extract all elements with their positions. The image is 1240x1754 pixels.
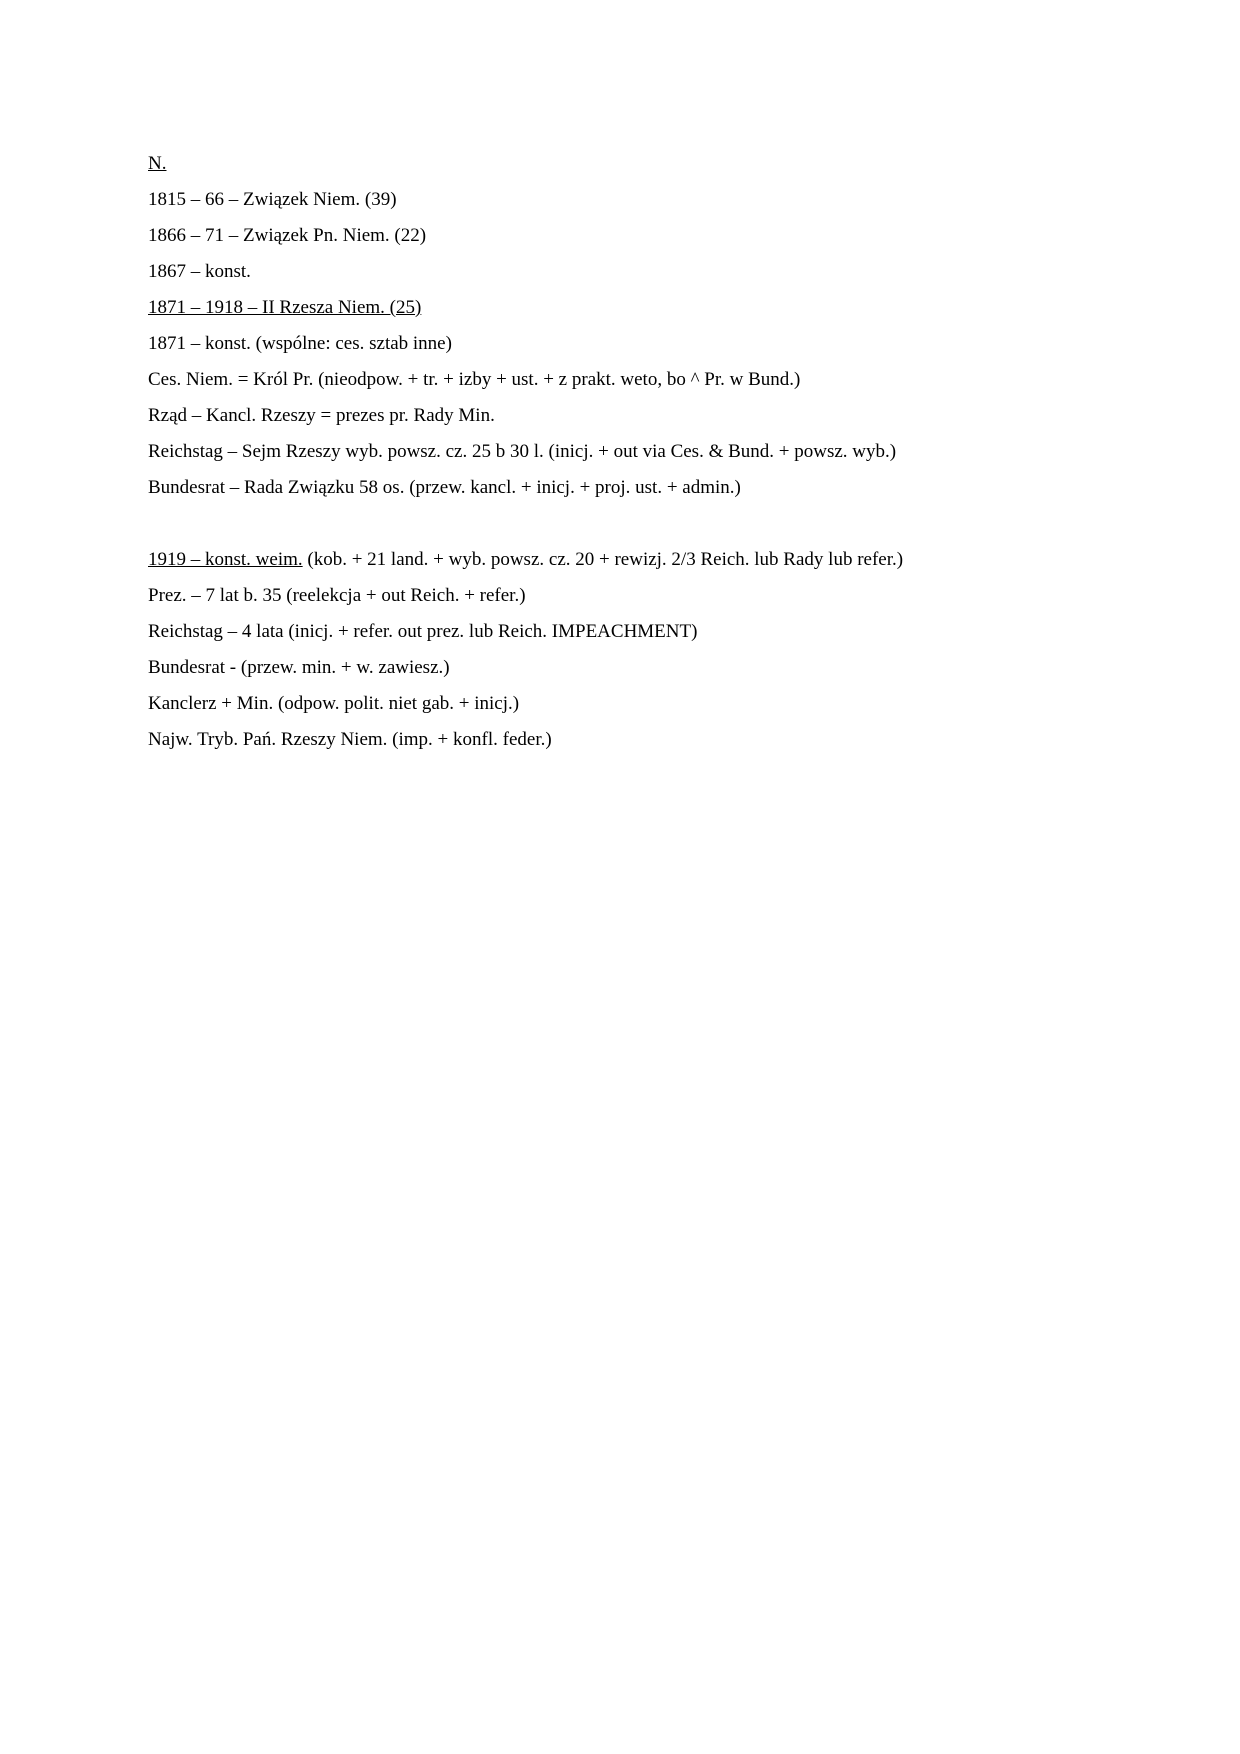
weimar-title: 1919 – konst. weim. (148, 549, 303, 570)
line-cesarz: Ces. Niem. = Król Pr. (nieodpow. + tr. + izby + ust. + z prakt. weto, bo ^ Pr. w Bund.) (148, 369, 801, 390)
line-rzad: Rząd – Kancl. Rzeszy = prezes pr. Rady Min. (148, 405, 495, 426)
line-trybunal: Najw. Tryb. Pań. Rzeszy Niem. (imp. + konfl. feder.) (148, 729, 552, 750)
line-bundesrat: Bundesrat – Rada Związku 58 os. (przew. kancl. + inicj. + proj. ust. + admin.) (148, 477, 741, 498)
line-prezydent: Prez. – 7 lat b. 35 (reelekcja + out Reich. + refer.) (148, 585, 526, 606)
line-1815: 1815 – 66 – Związek Niem. (39) (148, 189, 397, 210)
line-1867: 1867 – konst. (148, 261, 251, 282)
line-1871-konst: 1871 – konst. (wspólne: ces. sztab inne) (148, 333, 452, 354)
heading: N. (148, 153, 167, 174)
blank-line (148, 506, 1148, 542)
line-1871-rzesza: 1871 – 1918 – II Rzesza Niem. (25) (148, 297, 422, 318)
line-reichstag: Reichstag – Sejm Rzeszy wyb. powsz. cz. 25 b 30 l. (inicj. + out via Ces. & Bund. + powsz. wyb.) (148, 441, 897, 462)
weimar-details: (kob. + 21 land. + wyb. powsz. cz. 20 + rewizj. 2/3 Reich. lub Rady lub refer.) (302, 549, 904, 570)
line-1919 (148, 542, 1148, 578)
line-kanclerz: Kanclerz + Min. (odpow. polit. niet gab. + inicj.) (148, 693, 520, 714)
notes-body (148, 146, 1148, 758)
line-bundesrat-weimar: Bundesrat - (przew. min. + w. zawiesz.) (148, 657, 450, 678)
line-reichstag-weimar: Reichstag – 4 lata (inicj. + refer. out prez. lub Reich. IMPEACHMENT) (148, 621, 698, 642)
line-1866: 1866 – 71 – Związek Pn. Niem. (22) (148, 225, 427, 246)
